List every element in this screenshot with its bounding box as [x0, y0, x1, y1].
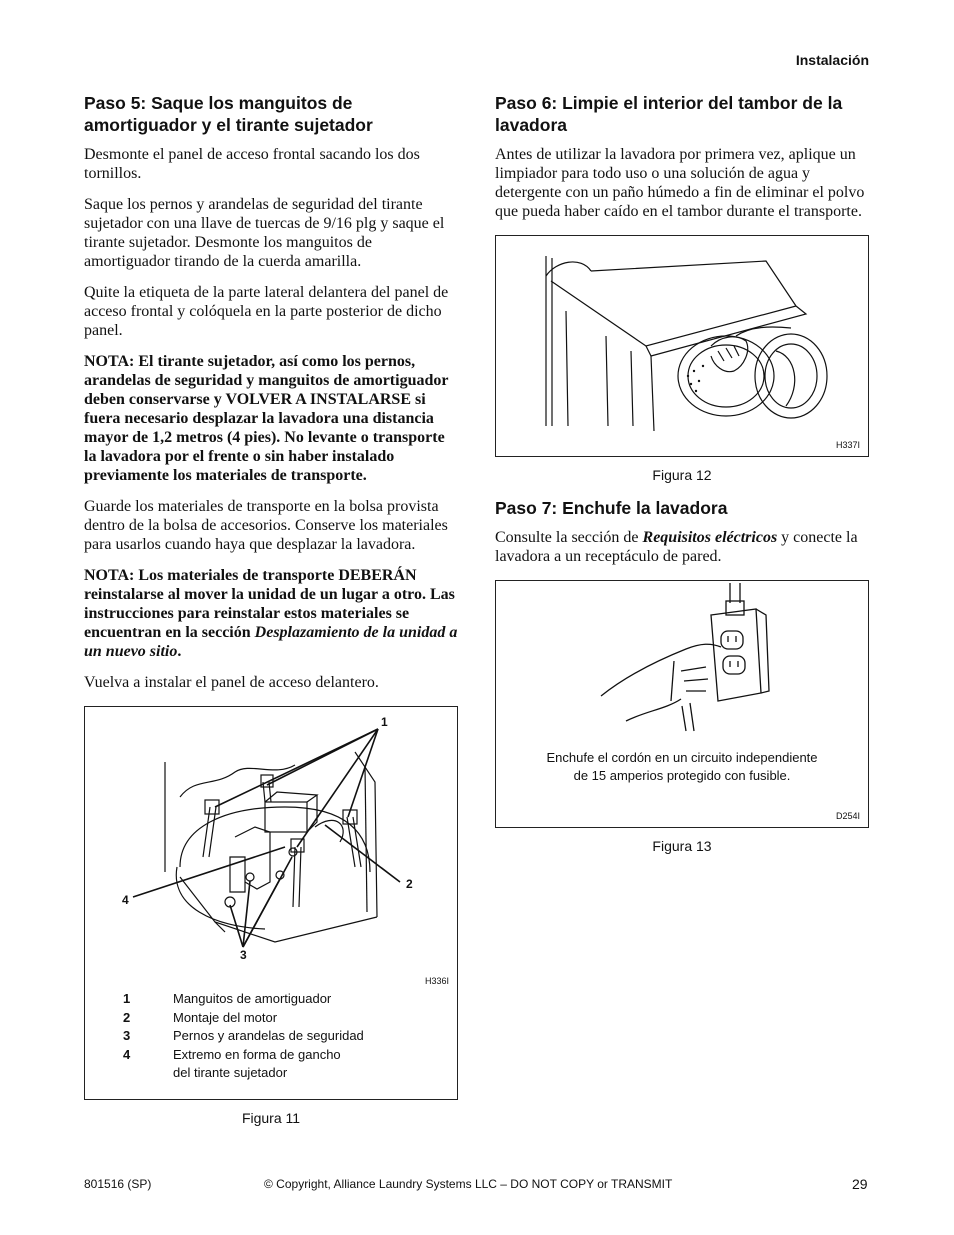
step5-paragraph-2: Saque los pernos y arandelas de seguridad del tirante sujetador con una llave de tuercas de 9/16 plg y saque el tirante sujetador. Desmonte los manguitos de amortiguador tirando de la cuerda amarilla.: [84, 196, 445, 270]
section-header: Instalación: [795, 52, 869, 68]
figure-11-caption: Figura 11: [241, 1110, 301, 1126]
step5-note-1: NOTA: El tirante sujetador, así como los pernos, arandelas de seguridad y manguitos de amortiguador deben conservarse y VOLVER A INSTALARSE si fuera necesario desplazar la lavadora una distancia mayor de 1,2 metros (4 pies). No levante o transporte la lavadora por el frente o sin haber instalado previamente los materiales de transporte.: [84, 353, 449, 484]
step5-paragraph-3: Quite la etiqueta de la parte lateral delantera del panel de acceso frontal y colóquela en la parte posterior de dicho panel.: [84, 284, 449, 339]
step7-title: Paso 7: Enchufe la lavadora: [495, 498, 728, 518]
left-column: [84, 92, 458, 1126]
callout-4: 4: [122, 893, 129, 907]
step5-paragraph-4: Guarde los materiales de transporte en la bolsa provista dentro de la bolsa de accesorios. Conserve los materiales para usarlos cuando haya que desplazar la lavadora.: [84, 498, 448, 553]
footer-copyright: © Copyright, Alliance Laundry Systems LLC – DO NOT COPY or TRANSMIT: [264, 1177, 673, 1191]
figure-13-illustration: [496, 581, 868, 741]
figure-12-box: [495, 235, 869, 457]
figure-12-illustration: [496, 236, 868, 456]
step5-paragraph-1: Desmonte el panel de acceso frontal sacando los dos tornillos.: [84, 146, 420, 182]
figure-13-code: D254I: [836, 811, 861, 821]
callout-3: 3: [240, 948, 247, 962]
legend-item: 3 Pernos y arandelas de seguridad: [123, 1028, 364, 1043]
step7-text-end: y conecte la lavadora a un receptáculo de pared.: [495, 529, 858, 565]
figure-13-text-line-2: de 15 amperios protegido con fusible.: [573, 768, 791, 783]
figure-11-illustration: [85, 707, 457, 977]
step7-text: Consulte la sección de: [495, 529, 643, 546]
step5-paragraph-5: Vuelva a instalar el panel de acceso delantero.: [84, 674, 379, 691]
right-column: [495, 92, 869, 854]
step7-paragraph-1: [495, 528, 869, 566]
step7-reference: Requisitos eléctricos: [642, 529, 778, 546]
step5-note-2: [84, 566, 458, 661]
note2-reference: Desplazamiento de la unidad a un nuevo sitio: [84, 624, 458, 660]
figure-13-caption: Figura 13: [652, 838, 712, 854]
figure-11-code: H336I: [425, 976, 450, 986]
figure-13-text: [496, 749, 868, 785]
figure-13-text-line-1: Enchufe el cordón en un circuito independiente: [546, 750, 818, 765]
figure-12-caption: Figura 12: [652, 467, 712, 483]
figure-11-box: [84, 706, 458, 1100]
figure-12-code: H337I: [836, 440, 861, 450]
note2-end: .: [177, 643, 182, 660]
step6-title: Paso 6: Limpie el interior del tambor de la lavadora: [495, 93, 843, 135]
step6-paragraph-1: Antes de utilizar la lavadora por primera vez, aplique un limpiador para todo uso o una solución de agua y detergente con un paño húmedo a fin de eliminar el polvo que pueda haber caído en el tambor durante el transporte.: [495, 146, 865, 220]
legend-item: 4 Extremo en forma de gancho del tirante sujetador: [123, 1046, 341, 1080]
step5-title: Paso 5: Saque los manguitos de amortiguador y el tirante sujetador: [84, 93, 373, 135]
callout-1: 1: [381, 715, 388, 729]
legend-item: 1 Manguitos de amortiguador: [123, 991, 332, 1006]
note2-text: NOTA: Los materiales de transporte DEBERÁN reinstalarse al mover la unidad de un lugar a otro. Las instrucciones para reinstalar estos materiales se encuentran en la sección: [84, 567, 455, 641]
figure-13-box: [495, 580, 869, 828]
figure-11-legend: [123, 990, 364, 1083]
callout-2: 2: [406, 877, 413, 891]
footer-doc-number: 801516 (SP): [84, 1177, 152, 1191]
footer-page-number: 29: [852, 1176, 868, 1192]
legend-item: 2 Montaje del motor: [123, 1009, 278, 1025]
